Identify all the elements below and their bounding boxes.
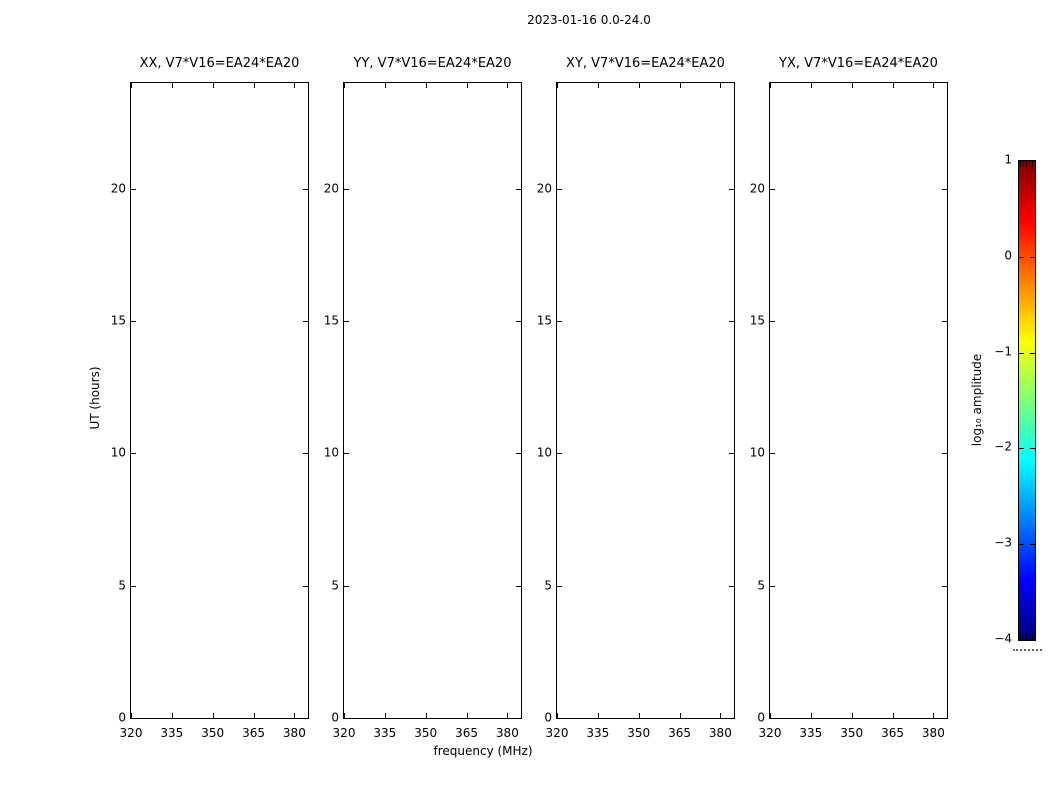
- x-tick: [852, 713, 853, 718]
- x-tick-label: 380: [921, 726, 945, 740]
- y-tick: [729, 718, 734, 719]
- x-tick: [893, 83, 894, 88]
- y-tick-label: 20: [536, 181, 552, 196]
- y-tick: [131, 586, 136, 587]
- colorbar-tick: [1030, 544, 1035, 545]
- y-tick-label: 5: [331, 578, 339, 593]
- x-axis-label: frequency (MHz): [433, 744, 533, 758]
- y-tick: [942, 586, 947, 587]
- x-tick: [254, 83, 255, 88]
- x-tick: [385, 83, 386, 88]
- colorbar: [1018, 160, 1036, 641]
- y-tick-label: 5: [544, 578, 552, 593]
- y-tick: [303, 321, 308, 322]
- x-tick: [639, 83, 640, 88]
- x-tick: [720, 83, 721, 88]
- x-tick-label: 335: [160, 726, 184, 740]
- x-tick: [467, 83, 468, 88]
- x-tick-label: 320: [758, 726, 782, 740]
- y-tick: [942, 453, 947, 454]
- x-tick-label: 350: [840, 726, 864, 740]
- y-tick: [770, 321, 775, 322]
- subplot-xy: [536, 56, 735, 740]
- y-tick: [516, 321, 521, 322]
- y-tick: [942, 321, 947, 322]
- y-tick-label: 15: [323, 313, 339, 328]
- x-tick-label: 320: [119, 726, 143, 740]
- colorbar-minor-ticks-bottom-icon: [1020, 634, 1034, 640]
- colorbar-tick-label: −2: [994, 439, 1012, 454]
- y-tick: [303, 586, 308, 587]
- y-tick: [516, 453, 521, 454]
- x-tick-label: 335: [799, 726, 823, 740]
- y-tick: [557, 453, 562, 454]
- y-tick: [557, 321, 562, 322]
- y-tick-label: 20: [110, 181, 126, 196]
- y-tick-label: 15: [110, 313, 126, 328]
- y-tick: [344, 453, 349, 454]
- y-tick-label: 0: [118, 710, 126, 725]
- x-tick: [213, 713, 214, 718]
- y-tick: [344, 321, 349, 322]
- x-tick: [893, 713, 894, 718]
- y-tick-label: 10: [749, 445, 765, 460]
- x-tick-label: 350: [627, 726, 651, 740]
- colorbar-label: log₁₀ amplitude: [970, 353, 984, 447]
- y-tick: [557, 718, 562, 719]
- x-tick-label: 350: [201, 726, 225, 740]
- y-tick: [131, 189, 136, 190]
- x-tick: [344, 83, 345, 88]
- colorbar-tick: [1019, 353, 1024, 354]
- x-tick: [720, 713, 721, 718]
- y-tick: [344, 718, 349, 719]
- x-tick: [467, 713, 468, 718]
- colorbar-tick: [1030, 257, 1035, 258]
- y-tick: [770, 453, 775, 454]
- x-tick: [213, 83, 214, 88]
- y-tick: [516, 586, 521, 587]
- x-tick: [426, 713, 427, 718]
- colorbar-tick: [1019, 544, 1024, 545]
- x-tick: [598, 83, 599, 88]
- colorbar-tick-label: 0: [1004, 248, 1012, 263]
- x-tick: [933, 83, 934, 88]
- colorbar-tick-label: −4: [994, 631, 1012, 646]
- x-tick-label: 365: [881, 726, 904, 740]
- y-axis-label: UT (hours): [88, 366, 102, 430]
- x-tick: [172, 83, 173, 88]
- y-tick: [516, 718, 521, 719]
- x-tick-label: 380: [495, 726, 519, 740]
- y-tick: [131, 321, 136, 322]
- y-tick: [344, 586, 349, 587]
- y-tick-label: 10: [536, 445, 552, 460]
- subplot-title: XX, V7*V16=EA24*EA20: [139, 56, 300, 71]
- colorbar-tick-label: −1: [994, 344, 1012, 358]
- subplot-title: XY, V7*V16=EA24*EA20: [566, 56, 725, 71]
- x-tick-label: 365: [668, 726, 691, 740]
- y-tick-label: 10: [110, 445, 126, 460]
- x-tick-label: 335: [373, 726, 397, 740]
- y-tick: [729, 189, 734, 190]
- x-tick: [294, 83, 295, 88]
- colorbar-tick-label: 1: [1004, 152, 1012, 167]
- colorbar-gradient: [1019, 161, 1035, 640]
- y-tick-label: 5: [118, 578, 126, 593]
- y-tick-label: 5: [757, 578, 765, 593]
- x-tick-label: 320: [545, 726, 569, 740]
- colorbar-tick: [1030, 448, 1035, 449]
- x-tick-label: 380: [708, 726, 732, 740]
- colorbar-tick: [1030, 353, 1035, 354]
- y-tick: [942, 189, 947, 190]
- y-tick: [131, 718, 136, 719]
- subplot-yy: [323, 56, 522, 740]
- y-tick-label: 20: [749, 181, 765, 196]
- x-tick-label: 320: [332, 726, 356, 740]
- x-tick-label: 350: [414, 726, 438, 740]
- x-tick: [933, 713, 934, 718]
- x-tick: [811, 83, 812, 88]
- y-tick: [770, 189, 775, 190]
- x-tick: [598, 713, 599, 718]
- y-tick: [729, 586, 734, 587]
- x-tick: [507, 83, 508, 88]
- x-tick: [639, 713, 640, 718]
- y-tick: [303, 453, 308, 454]
- x-tick: [770, 83, 771, 88]
- y-tick: [729, 321, 734, 322]
- colorbar-tick: [1019, 257, 1024, 258]
- x-tick: [557, 83, 558, 88]
- subplot-yx: [749, 56, 948, 740]
- y-tick: [131, 453, 136, 454]
- y-tick: [303, 718, 308, 719]
- subplot-title: YX, V7*V16=EA24*EA20: [779, 56, 938, 71]
- colorbar-minor-ticks-top-icon: [1020, 161, 1034, 167]
- subplot-xx: [110, 56, 309, 740]
- x-tick: [254, 713, 255, 718]
- subplot-title: YY, V7*V16=EA24*EA20: [353, 56, 512, 71]
- y-tick: [557, 189, 562, 190]
- y-tick-label: 0: [757, 710, 765, 725]
- x-tick-label: 365: [242, 726, 265, 740]
- colorbar-tick: [1019, 448, 1024, 449]
- colorbar-tick-label: −3: [994, 535, 1012, 550]
- x-tick-label: 380: [282, 726, 306, 740]
- x-tick: [680, 83, 681, 88]
- x-tick: [385, 713, 386, 718]
- y-tick: [516, 189, 521, 190]
- x-tick: [294, 713, 295, 718]
- y-tick-label: 0: [331, 710, 339, 725]
- y-tick-label: 15: [536, 313, 552, 328]
- y-tick: [557, 586, 562, 587]
- y-tick: [942, 718, 947, 719]
- y-tick: [770, 718, 775, 719]
- y-tick: [303, 189, 308, 190]
- x-tick-label: 335: [586, 726, 610, 740]
- x-tick: [811, 713, 812, 718]
- figure-title: 2023-01-16 0.0-24.0: [527, 13, 651, 27]
- y-tick-label: 10: [323, 445, 339, 460]
- y-tick: [729, 453, 734, 454]
- y-tick: [770, 586, 775, 587]
- x-tick-label: 365: [455, 726, 478, 740]
- y-tick-label: 20: [323, 181, 339, 196]
- x-tick: [172, 713, 173, 718]
- y-tick: [344, 189, 349, 190]
- colorbar-dotted-line: [1013, 649, 1042, 651]
- x-tick: [131, 83, 132, 88]
- x-tick: [426, 83, 427, 88]
- y-tick-label: 0: [544, 710, 552, 725]
- x-tick: [507, 713, 508, 718]
- y-tick-label: 15: [749, 313, 765, 328]
- x-tick: [852, 83, 853, 88]
- x-tick: [680, 713, 681, 718]
